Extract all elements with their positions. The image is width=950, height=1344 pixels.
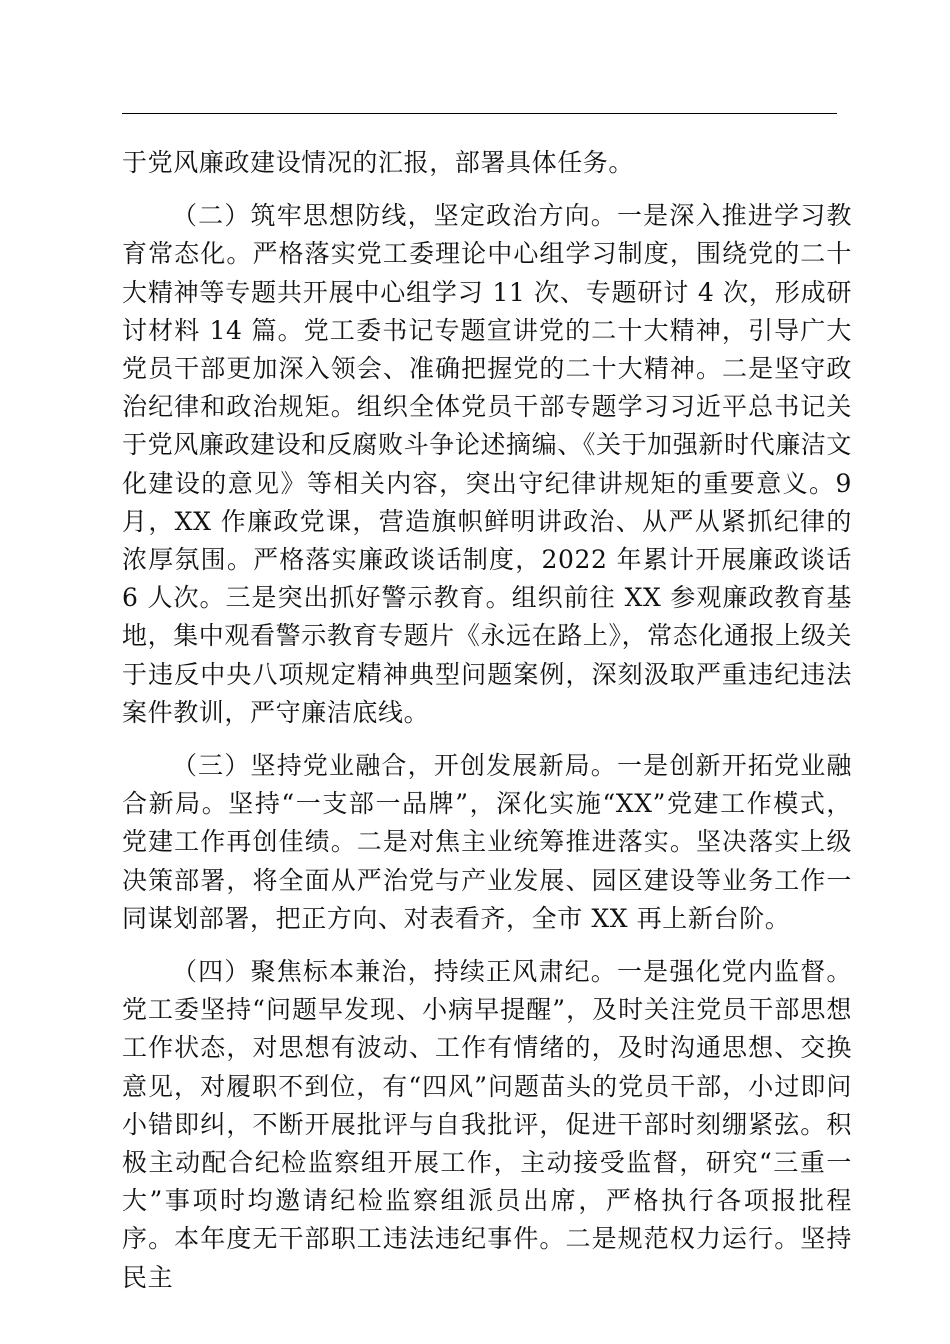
document-body	[122, 144, 852, 1312]
paragraph-section-4: （四）聚焦标本兼治，持续正风肃纪。一是强化党内监督。党工委坚持“问题早发现、小病早提醒”，及时关注党员干部思想工作状态，对思想有波动、工作有情绪的，及时沟通思想、交换意见，对履职不到位，有“四风”问题苗头的党员干部，小过即问小错即纠，不断开展批评与自我批评，促进干部时刻绷紧弦。积极主动配合纪检监察组开展工作，主动接受监督，研究“三重一大”事项时均邀请纪检监察组派员出席，严格执行各项报批程序。本年度无干部职工违法违纪事件。二是规范权力运行。坚持民主	[122, 957, 852, 1292]
paragraph-section-3: （三）坚持党业融合，开创发展新局。一是创新开拓党业融合新局。坚持“一支部一品牌”，深化实施“XX”党建工作模式，党建工作再创佳绩。二是对焦主业统筹推进落实。坚决落实上级决策部署，将全面从严治党与产业发展、园区建设等业务工作一同谋划部署，把正方向、对表看齐，全市 XX 再上新台阶。	[122, 751, 852, 933]
paragraph-continuation: 于党风廉政建设情况的汇报，部署具体任务。	[122, 148, 635, 177]
header-rule	[122, 113, 837, 114]
paragraph-section-2: （二）筑牢思想防线，坚定政治方向。一是深入推进学习教育常态化。严格落实党工委理论中心组学习制度，围绕党的二十大精神等专题共开展中心组学习 11 次、专题研讨 4 次，形成研讨材料 14 篇。党工委书记专题宣讲党的二十大精神，引导广大党员干部更加深入领会、准确把握党的二十大精神。二是坚守政治纪律和政治规矩。组织全体党员干部专题学习习近平总书记关于党风廉政建设和反腐败斗争论述摘编、《关于加强新时代廉洁文化建设的意见》等相关内容，突出守纪律讲规矩的重要意义。9 月，XX 作廉政党课，营造旗帜鲜明讲政治、从严从紧抓纪律的浓厚氛围。严格落实廉政谈话制度，2022 年累计开展廉政谈话 6 人次。三是突出抓好警示教育。组织前往 XX 参观廉政教育基地，集中观看警示教育专题片《永远在路上》，常态化通报上级关于违反中央八项规定精神典型问题案例，深刻汲取严重违纪违法案件教训，严守廉洁底线。	[122, 201, 852, 727]
